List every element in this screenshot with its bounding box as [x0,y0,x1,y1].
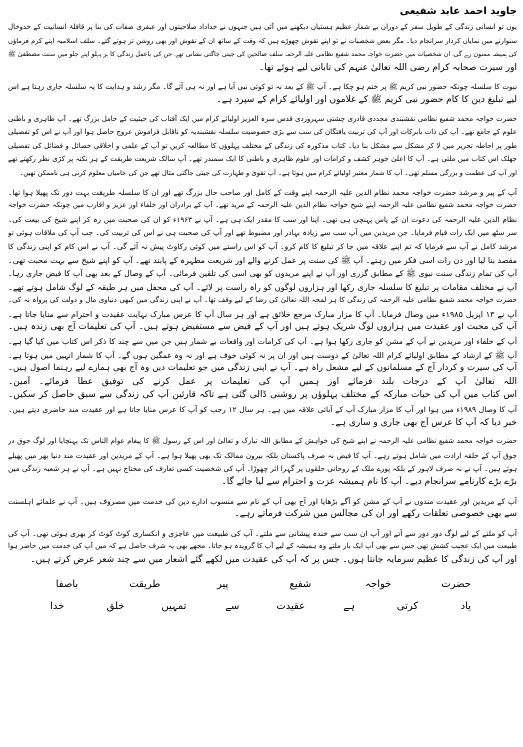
text-line-content: آپ کی تمام زندگی سنت نبوی ﷺ کے مطابق گزری اور آپ نے اپنے مریدوں کو بھی اسی کی تلقین فرمائی۔ آپ کے وصال کے بعد بھی آپ کا فیض جاری رہا۔ [8,269,517,279]
text-line [8,254,517,268]
text-line-content: طبیعت میں ایک عجیب کشش تھی جس سے بھی آپ ایک بار ملتے وہ ہمیشہ کے لیے آپ کا گرویدہ ہو جاتا۔ مجھے بھی یہ شرف حاصل ہے کہ میں آپ کی خدمت میں حاضر ہوا [8,542,517,551]
text-line [8,449,517,463]
poem-word: سے [225,600,240,612]
text-line-content: اس کتاب میں آپ کی حیات مبارکہ کے مختلف پہلوؤں پر روشنی ڈالی گئی ہے تاکہ قارئین آپ کی زندگی سے سبق حاصل کر سکیں۔ [8,390,517,401]
text-line-content: سے بھی خصوصی تعلقات رکھے اور ان کی مجالس میں شرکت فرماتے رہے۔ [234,509,517,520]
text-line-content: آپ کی محبت اور عقیدت میں ہزاروں لوگ شریک ہوتے ہیں اور آپ کے فیض سے مستفیض ہوتے ہیں۔ آپ کی تعلیمات آج بھی زندہ ہیں۔ [8,322,517,333]
text-line [8,213,517,227]
text-line [8,226,517,240]
poem-row [8,596,517,618]
text-line-content: آپ ﷺ کے ارشاد کے مطابق اولیائے کرام اللہ تعالیٰ کے دوست ہیں اور ان پر نہ کوئی خوف ہے اور نہ وہ غمگین ہوں گے۔ آپ کا شمار انہیں میں ہوتا ہے۔ [8,350,517,360]
text-line-content: علوم کے جامع تھے۔ آپ کی ذات بابرکات اور آپ کی تربیت یافتگان کی سب سے بڑی خصوصیت سلسلہ نقشبندیہ کو ناقابل فراموش عروج حاصل ہوا اور آپ نے اس کو تفصیلی [8,128,517,137]
text-line [8,389,517,403]
text-line-content: جوق آپ کے حلقہ ارادت میں شامل ہوتے رہے۔ آپ کا فیض نہ صرف پاکستان بلکہ بیرون ممالک تک بھی پھیلا ہوا ہے۔ آپ کے مریدین اور عقیدت مند دنیا بھر میں پھیلے [8,450,517,460]
poem-word: شفیع [289,578,312,590]
text-line [8,417,517,431]
text-line [8,554,517,568]
text-line-content: یوں تو انسانی زندگی کے طویل سفر کے دوران بے شمار عظیم ہستیاں دیکھنے میں آئی ہیں جنہوں نے خداداد صلاحیتوں اور عبقری صفات کی بنا پر قافلۂ انسانیت کے خدوخال [8,23,517,31]
text-line-content: بڑے بڑے کارنامے سرانجام دیے۔ آپ کا نام ہمیشہ عزت و احترام سے لیا جائے گا۔ [221,477,517,487]
poem-word: ہے [343,600,355,612]
text-line-content: اور آپ کی عظمت و بزرگی مسلم تھی۔ آپ کا شمار معتبر اولیائے کرام میں ہوتا ہے۔ آپ تقویٰ و طہارت کی جیتی جاگتی مثال تھے جن کی خامیاں معلوم کرنی ہی ناممکن تھیں۔ [19,168,517,177]
body-text [8,21,517,568]
text-line-content: آپ کو ملنے کے لیے لوگ دور دور سے آتے اور آپ ان سب سے خندہ پیشانی سے ملتے۔ آپ کی طبیعت میں عاجزی و انکساری کوٹ کوٹ کر بھری ہوئی تھی۔ آپ کی [8,528,517,538]
text-line-content: سر سٹھ میں ایک رات قیام فرمایا۔ جن مریدین میں آپ سب سے زیادہ بہادر اور مضبوط تھے اور آپ کی صحبت ہی نے اس کی تربیت کی۔ جب آپ کی ملاقات ہوئی تو [8,228,517,238]
text-line [8,113,517,127]
text-line [8,48,517,62]
text-line [8,362,517,376]
text-line [8,140,517,154]
text-line-content: آپ کے مریدین اور عقیدت مندوں نے آپ کے مشن کو آگے بڑھایا اور آج بھی آپ کے نام سے منسوب ادارے دین کی خدمت میں مصروف ہیں۔ آپ نے علمائے اہلسنت [8,496,517,506]
text-line [8,435,517,449]
poem-block [8,574,517,618]
text-line-content: حضرت خواجہ محمد شفیع نظامی علیہ الرحمہ کی زندگی کا ہر لمحہ اللہ تعالیٰ کی رضا کے لیے وقف تھا۔ آپ نے اپنی زندگی میں کبھی دنیاوی مال و دولت کی پرواہ نہ کی۔ [8,296,517,305]
text-line [8,508,517,522]
author-name: جاوید احمد عابد شفیعی [399,6,517,17]
paragraph [8,80,517,107]
poem-word: یاد [460,600,471,612]
text-line-content: نظام الدین علیہ الرحمہ کی دعوت ان کے پاس پہنچی ہی تھی۔ اپنا اور سب کا مقدر ایک ہی ہے۔ آپ نے ۱۹۶۳ء کو ان کی صحبت میں رہ کر اپنے شیخ کی بیعت کی۔ [8,214,517,224]
text-line-content: آپ کے پیر و مرشد حضرت خواجہ محمد نظام الدین علیہ الرحمہ اپنے وقت کے کامل اور صاحب حال بزرگ تھے اور ان کا سلسلہ طریقت بہت دور تک پھیلا ہوا تھا۔ [8,187,517,197]
text-line-content: آپ کا وصال ۱۹۸۹ء میں ہوا اور آپ کا مزار مبارک آپ کے آبائی علاقہ میں ہے۔ ہر سال ۱۲ رجب کو آپ کا عرس منایا جاتا ہے اور عقیدت مند حاضری دیتے ہیں۔ [8,405,517,415]
text-line [8,240,517,254]
poem-word: طریقت [129,578,161,590]
text-line-content: کی ہمیشہ ممنون رہے گی۔ ان شخصیات میں حضرت خواجہ محمد شفیع نظامی علیہ الرحمہ سلف صالحین کی جیتی جاگتی نشانی تھے۔ جن کی باعمل زندگی کا ہر پہلو اپنے جلو میں سنت مصطفیٰ ﷺ [8,51,517,59]
text-line [8,62,517,76]
paragraph [8,113,517,181]
text-line [8,476,517,490]
text-line-content: لیے تبلیغ دین کا کام حضور نبی کریم ﷺ کے غلاموں اور اولیائے کرام کے سپرد ہے۔ [216,94,517,105]
poem-word: پیر [216,578,229,590]
text-line [8,281,517,295]
text-line [8,94,517,108]
text-line-content: آپ نے ۱۳ اپریل ۱۹۸۵ء میں وصال فرمایا۔ آپ کا مزار مبارک مرجع خلائق ہے اور ہر سال آپ کا عرس مبارک نہایت عقیدت و احترام سے منایا جاتا ہے۔ [8,309,517,319]
text-line-content: مقصد بنا لیا اور دن رات اسی فکر میں رہتے۔ آپ ﷺ کی سنت پر عمل کرنے والے اور شریعت مطہرہ کے پابند تھے۔ آپ کو اپنے شیخ سے بہت محبت تھی۔ [8,255,517,265]
poem-word: خواجہ [365,578,392,590]
paragraph [8,186,517,431]
text-line [8,527,517,541]
text-line [8,267,517,281]
text-line-content: آپ نے مختلف مقامات پر تبلیغ کا سلسلہ جاری رکھا اور ہزاروں لوگوں کو راہ راست پر لائے۔ آپ کی محفل میں ہر طبقہ کے لوگ شامل ہوتے تھے۔ [8,281,517,292]
text-line [8,167,517,181]
text-line-content: اللہ تعالیٰ آپ کے درجات بلند فرمائے اور ہمیں آپ کی تعلیمات پر عمل کرنے کی توفیق عطا فرمائے۔ آمین۔ [8,376,517,387]
paragraph [8,495,517,522]
paragraph [8,21,517,75]
text-line [8,540,517,554]
text-line [8,321,517,335]
poem-word: عقیدت [276,600,306,612]
text-line-content: ہوئے ہیں۔ آپ نے نہ صرف لاہور کے بلکہ پورے ملک کے روحانی حلقوں پر گہرا اثر چھوڑا۔ آپ کی شخصیت کسی تعارف کی محتاج نہیں ہے۔ آپ نے ہر شعبہ زندگی میں [8,464,517,474]
text-line [8,35,517,49]
poem-row [8,574,517,596]
text-line [8,80,517,94]
text-line-content: آپ کی سیرت و کردار آج کے مسلمانوں کے لیے مشعل راہ ہے۔ آپ نے اپنی زندگی میں جو تعلیمات دیں وہ آج بھی ہمارے لیے رہنما اصول ہیں۔ [8,363,517,374]
poem-word: تمہیں [161,600,187,612]
text-line-content: اور آپ کی زندگی کا عظیم سرمایہ جانتا ہوں۔ جس پر کہ آپ کی عقیدت میں لکھے گئے اشعار میں سے چند شعر عرض کرتے ہیں۔ [30,554,517,565]
poem-word: کرتی [396,600,419,612]
text-line-content: جھلک اس کتاب میں ملتی ہے۔ آپ کا اعلیٰ جوہر کشف و کرامات اور علوم ظاہری و باطنی کا ایک سمندر تھے۔ آپ سالک شریعت طریقت کے ہر نکتہ پر کڑی نظر رکھتے تھے [8,155,517,164]
text-line [8,199,517,213]
text-line [8,335,517,349]
text-line [8,126,517,140]
text-line-content: اور سیرت صحابہ کرام رضی اللہ تعالیٰ عنہم کی تابانی لیے ہوئے تھا۔ [258,62,517,73]
paragraph [8,527,517,568]
text-line-content: مرشد کامل نے آپ سے فرمایا کہ تم اپنے علاقہ میں جا کر تبلیغ کا کام کرو۔ آپ کو اس راستے میں کوئی رکاوٹ پیش نہ آئے گی۔ آپ نے اس کام کو اپنی زندگی کا [8,241,517,251]
poem-word: خلق [106,600,125,612]
text-line-content: حضرت خواجہ محمد شفیع نظامی علیہ الرحمہ اپنے شیخ خواجہ نظام الدین علیہ الرحمہ کے مرید تھے۔ آپ کے برادران اور خلفاء اور عزیز و اقارب میں چونکہ حضرت خواجہ [8,201,517,210]
poem-word: خدا [50,600,65,612]
poem-word: حضرت [441,578,471,590]
text-line [8,349,517,363]
text-line [8,462,517,476]
text-line [8,21,517,35]
text-line [8,376,517,390]
text-line [8,153,517,167]
text-line [8,403,517,417]
text-line-content: حضرت خواجہ محمد شفیع نظامی علیہ الرحمہ نے اپنے شیخ کی خواہش کے مطابق اللہ تبارک و تعالیٰ اور اس کے رسول ﷺ کا پیغام عوام الناس تک پہنچایا اور لوگ جوق در [8,437,517,446]
text-line [8,495,517,509]
text-line-content: سنوارنے میں نمایاں کردار سرانجام دیا۔ مگر بعض شخصیات نے تو اپنے نقوش چھوڑے ہیں کہ وقت کے ساتھ ان کے نقوش اور بھی روشن تر ہوتے گئے۔ سلف اسلامیہ اپنے کرم فرماؤں [8,36,517,45]
text-line-content: طور پر احاطہ تحریر میں لا کر مشکل سے مشکل بنا دیا۔ کتاب مذکورہ کی زندگی کے مختلف پہلوؤں کا مطالعہ کریں تو آپ کے علمی و اخلاقی خصائل و فضائل کی تفصیلی [8,141,517,150]
text-line-content: آپ کے خلفاء اور مریدین نے آپ کے مشن کو جاری رکھا ہوا ہے۔ آپ کی کرامات اور واقعات بے شمار ہیں جن میں سے چند کا ذکر اس کتاب میں کیا گیا ہے۔ [8,337,517,347]
text-line-content: خبر دیا کہ آپ کا عرس آج بھی جاری و ساری ہے۔ [330,417,517,428]
poem-word: باصفا [55,578,79,590]
text-line [8,186,517,200]
text-line [8,308,517,322]
text-line-content: نبوت کا سلسلہ چونکہ حضور نبی کریم ﷺ پر ختم ہو چکا ہے۔ آپ ﷺ کے بعد نہ تو کوئی نبی آیا ہے اور نہ ہی آئے گا۔ مگر رشد و ہدایت کا یہ سلسلہ جاری رہتا ہے اس [8,82,517,92]
text-line [8,294,517,308]
paragraph [8,435,517,489]
text-line-content: حضرت خواجہ محمد شفیع نظامی نقشبندی مجددی قادری چشتی سہروردی قدس سرہ العزیز اولیائے کرام میں ایک آفتاب کی حیثیت کے حامل بزرگ تھے۔ آپ ظاہری و باطنی [8,114,517,123]
